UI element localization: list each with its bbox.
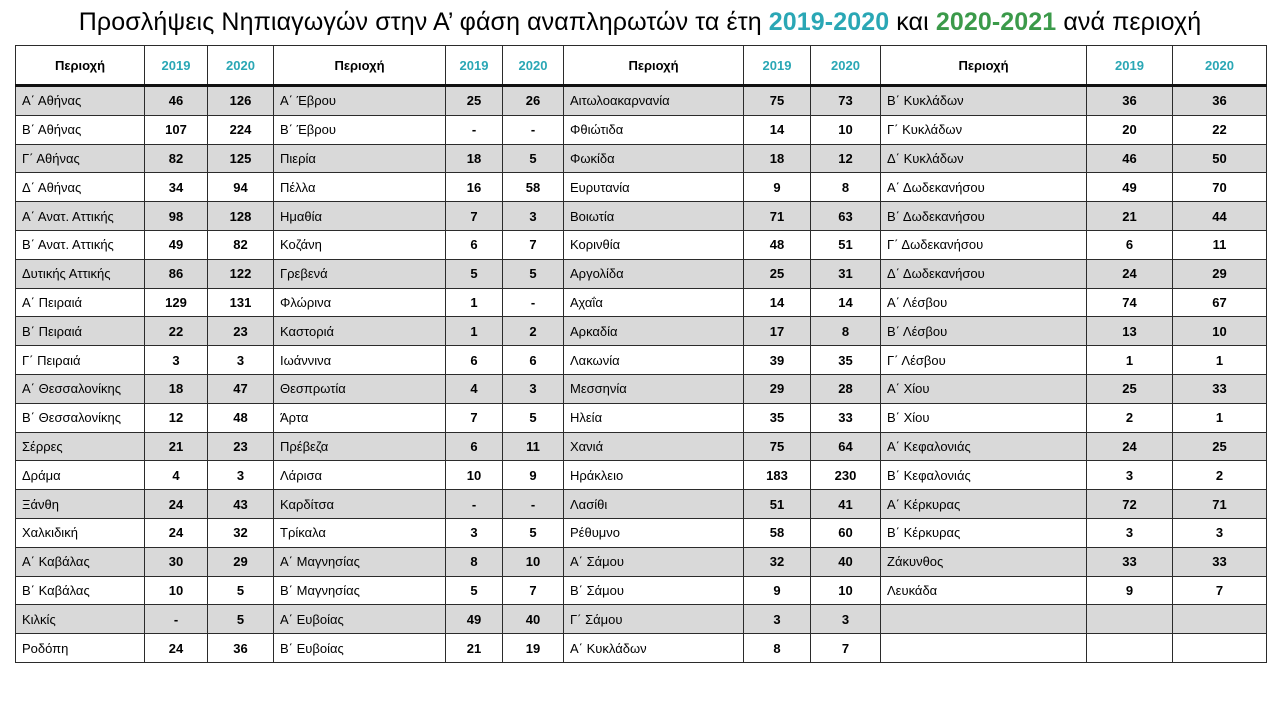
region-cell: Φθιώτιδα [564,115,744,144]
table-row [16,173,1267,202]
region-cell: Δ΄ Δωδεκανήσου [881,259,1087,288]
value-2020-cell: 128 [208,202,274,231]
value-2019-cell: 6 [446,346,503,375]
table-row [16,432,1267,461]
value-2020-cell: 64 [811,432,881,461]
region-cell: Β΄ Καβάλας [16,576,145,605]
value-2019-cell: 6 [1087,230,1173,259]
region-cell: Β΄ Κέρκυρας [881,518,1087,547]
region-header: Περιοχή [16,46,145,86]
value-2019-cell: 25 [744,259,811,288]
value-2019-cell: 17 [744,317,811,346]
value-2019-cell: 129 [145,288,208,317]
value-2019-cell: 183 [744,461,811,490]
value-2020-cell: 5 [208,605,274,634]
value-2019-cell: 24 [1087,259,1173,288]
region-header: Περιοχή [564,46,744,86]
value-2019-cell: 13 [1087,317,1173,346]
table-row [16,403,1267,432]
table-row [16,634,1267,663]
region-cell: Α΄ Πειραιά [16,288,145,317]
value-2019-cell: 25 [1087,374,1173,403]
region-cell: Δράμα [16,461,145,490]
region-cell: Ρέθυμνο [564,518,744,547]
value-2020-cell [1173,605,1267,634]
region-cell: Α΄ Λέσβου [881,288,1087,317]
value-2020-cell: 131 [208,288,274,317]
value-2019-cell: 30 [145,547,208,576]
value-2019-cell: 49 [446,605,503,634]
value-2020-cell: - [503,288,564,317]
region-cell: Β΄ Κεφαλονιάς [881,461,1087,490]
value-2020-cell: 26 [503,86,564,116]
value-2019-cell: 12 [145,403,208,432]
region-cell: Α΄ Ανατ. Αττικής [16,202,145,231]
region-cell: Ροδόπη [16,634,145,663]
value-2019-cell: 21 [145,432,208,461]
region-header: Περιοχή [274,46,446,86]
value-2019-cell: 4 [446,374,503,403]
value-2019-cell: 3 [145,346,208,375]
region-cell: Μεσσηνία [564,374,744,403]
value-2019-cell: 18 [744,144,811,173]
region-cell: Β΄ Πειραιά [16,317,145,346]
value-2019-cell: 18 [145,374,208,403]
region-cell: Ζάκυνθος [881,547,1087,576]
value-2020-cell: 43 [208,490,274,519]
value-2019-cell: 32 [744,547,811,576]
table-row [16,115,1267,144]
value-2020-cell: 230 [811,461,881,490]
value-2020-cell: 47 [208,374,274,403]
region-cell: Κοζάνη [274,230,446,259]
value-2020-cell: 67 [1173,288,1267,317]
value-2019-cell: 7 [446,403,503,432]
value-2020-cell: 35 [811,346,881,375]
value-2020-cell: 25 [1173,432,1267,461]
region-cell: Αργολίδα [564,259,744,288]
region-cell: Χανιά [564,432,744,461]
region-cell: Α΄ Κυκλάδων [564,634,744,663]
value-2019-cell: 9 [744,173,811,202]
title-suffix: ανά περιοχή [1056,8,1202,36]
value-2019-cell: 6 [446,230,503,259]
value-2020-cell: 3 [208,346,274,375]
region-cell: Β΄ Λέσβου [881,317,1087,346]
region-cell: Α΄ Αθήνας [16,86,145,116]
value-2020-cell: 41 [811,490,881,519]
value-2020-cell: 7 [1173,576,1267,605]
value-2019-cell: 49 [1087,173,1173,202]
year-2020-header: 2020 [503,46,564,86]
year-2020-header: 2020 [1173,46,1267,86]
value-2020-cell: 40 [811,547,881,576]
value-2020-cell: 12 [811,144,881,173]
table-row [16,86,1267,116]
region-cell: Γ΄ Λέσβου [881,346,1087,375]
year-2019-header: 2019 [744,46,811,86]
region-cell: Χαλκιδική [16,518,145,547]
region-cell: Δ΄ Αθήνας [16,173,145,202]
value-2020-cell: 22 [1173,115,1267,144]
region-cell: Α΄ Μαγνησίας [274,547,446,576]
value-2020-cell: 11 [1173,230,1267,259]
value-2019-cell: 21 [446,634,503,663]
title-year-2020-2021: 2020-2021 [935,8,1057,36]
region-cell: Καρδίτσα [274,490,446,519]
value-2020-cell: 3 [1173,518,1267,547]
value-2020-cell: 5 [503,403,564,432]
region-cell: Αχαΐα [564,288,744,317]
region-cell: Β΄ Ευβοίας [274,634,446,663]
table-row [16,259,1267,288]
region-cell [881,634,1087,663]
value-2020-cell: 224 [208,115,274,144]
region-cell: Β΄ Σάμου [564,576,744,605]
region-cell: Βοιωτία [564,202,744,231]
value-2019-cell: 46 [1087,144,1173,173]
value-2020-cell: 51 [811,230,881,259]
region-cell: Ηράκλειο [564,461,744,490]
value-2020-cell: - [503,490,564,519]
value-2020-cell [1173,634,1267,663]
value-2020-cell: 8 [811,173,881,202]
value-2019-cell: 22 [145,317,208,346]
value-2020-cell: 5 [208,576,274,605]
title-year-2019-2020: 2019-2020 [768,8,890,36]
region-cell: Β΄ Θεσσαλονίκης [16,403,145,432]
value-2019-cell: 3 [1087,518,1173,547]
value-2019-cell: 1 [446,317,503,346]
region-cell: Γρεβενά [274,259,446,288]
value-2020-cell: 14 [811,288,881,317]
region-cell: Λασίθι [564,490,744,519]
value-2020-cell: 23 [208,432,274,461]
table-row [16,605,1267,634]
value-2020-cell: 73 [811,86,881,116]
region-cell: Φωκίδα [564,144,744,173]
table-row [16,230,1267,259]
value-2019-cell: 72 [1087,490,1173,519]
table-row [16,374,1267,403]
value-2019-cell: 3 [744,605,811,634]
region-cell: Καστοριά [274,317,446,346]
region-cell: Β΄ Χίου [881,403,1087,432]
value-2019-cell: 5 [446,259,503,288]
region-cell: Αρκαδία [564,317,744,346]
value-2019-cell: 74 [1087,288,1173,317]
value-2019-cell: 4 [145,461,208,490]
value-2019-cell: 10 [446,461,503,490]
value-2019-cell: - [145,605,208,634]
region-cell: Β΄ Μαγνησίας [274,576,446,605]
region-cell: Α΄ Ευβοίας [274,605,446,634]
value-2020-cell: 71 [1173,490,1267,519]
value-2020-cell: 10 [811,115,881,144]
value-2019-cell: 75 [744,432,811,461]
region-cell: Άρτα [274,403,446,432]
year-2019-header: 2019 [446,46,503,86]
value-2020-cell: 3 [503,374,564,403]
value-2020-cell: 10 [811,576,881,605]
region-cell: Λευκάδα [881,576,1087,605]
value-2019-cell: 24 [145,634,208,663]
value-2019-cell: 86 [145,259,208,288]
value-2019-cell: 24 [1087,432,1173,461]
region-cell: Γ΄ Κυκλάδων [881,115,1087,144]
region-cell: Β΄ Αθήνας [16,115,145,144]
region-cell: Πιερία [274,144,446,173]
value-2019-cell: 34 [145,173,208,202]
value-2019-cell: 3 [1087,461,1173,490]
value-2019-cell: - [446,115,503,144]
value-2020-cell: 36 [1173,86,1267,116]
page-title [0,8,1280,37]
region-cell: Γ΄ Αθήνας [16,144,145,173]
region-cell: Α΄ Δωδεκανήσου [881,173,1087,202]
value-2019-cell: 16 [446,173,503,202]
value-2020-cell: 7 [503,230,564,259]
value-2020-cell: 8 [811,317,881,346]
value-2020-cell: 58 [503,173,564,202]
title-text: Προσλήψεις Νηπιαγωγών στην Α’ φάση αναπληρωτών τα έτη [78,8,769,36]
value-2020-cell: 44 [1173,202,1267,231]
value-2020-cell: 126 [208,86,274,116]
region-cell: Πέλλα [274,173,446,202]
table-row [16,461,1267,490]
value-2019-cell: 25 [446,86,503,116]
value-2020-cell: 60 [811,518,881,547]
value-2020-cell: 6 [503,346,564,375]
title-connector: και [889,8,936,36]
region-cell: Β΄ Ανατ. Αττικής [16,230,145,259]
value-2019-cell: 75 [744,86,811,116]
value-2020-cell: 3 [503,202,564,231]
value-2019-cell: 33 [1087,547,1173,576]
value-2020-cell: 48 [208,403,274,432]
value-2020-cell: 3 [811,605,881,634]
year-2019-header: 2019 [1087,46,1173,86]
value-2019-cell: 5 [446,576,503,605]
value-2020-cell: 31 [811,259,881,288]
table-row [16,518,1267,547]
value-2019-cell: 14 [744,115,811,144]
value-2019-cell: 21 [1087,202,1173,231]
value-2020-cell: 40 [503,605,564,634]
region-cell: Πρέβεζα [274,432,446,461]
region-cell: Α΄ Κέρκυρας [881,490,1087,519]
region-cell: Ηλεία [564,403,744,432]
value-2019-cell: 46 [145,86,208,116]
region-cell: Λάρισα [274,461,446,490]
value-2019-cell: 7 [446,202,503,231]
value-2020-cell: 5 [503,259,564,288]
value-2019-cell: 10 [145,576,208,605]
value-2020-cell: 33 [811,403,881,432]
value-2019-cell: 18 [446,144,503,173]
region-cell: Θεσπρωτία [274,374,446,403]
value-2019-cell: 9 [744,576,811,605]
value-2020-cell: 29 [208,547,274,576]
value-2020-cell: 9 [503,461,564,490]
value-2019-cell: 107 [145,115,208,144]
value-2020-cell: 7 [811,634,881,663]
region-cell: Γ΄ Σάμου [564,605,744,634]
value-2019-cell: 98 [145,202,208,231]
year-2019-header: 2019 [145,46,208,86]
value-2019-cell [1087,605,1173,634]
table-row [16,490,1267,519]
region-cell: Λακωνία [564,346,744,375]
region-cell: Γ΄ Πειραιά [16,346,145,375]
value-2019-cell: 24 [145,490,208,519]
region-cell: Γ΄ Δωδεκανήσου [881,230,1087,259]
region-cell: Α΄ Σάμου [564,547,744,576]
region-cell [881,605,1087,634]
value-2020-cell: 36 [208,634,274,663]
region-cell: Ιωάννινα [274,346,446,375]
value-2020-cell: 1 [1173,346,1267,375]
region-cell: Ημαθία [274,202,446,231]
year-2020-header: 2020 [811,46,881,86]
year-2020-header: 2020 [208,46,274,86]
value-2019-cell: 71 [744,202,811,231]
table-row [16,144,1267,173]
value-2019-cell: 8 [446,547,503,576]
value-2019-cell: 49 [145,230,208,259]
value-2019-cell: - [446,490,503,519]
table-row [16,547,1267,576]
table-row [16,202,1267,231]
table-row [16,317,1267,346]
value-2020-cell: 33 [1173,547,1267,576]
value-2019-cell: 9 [1087,576,1173,605]
value-2020-cell: - [503,115,564,144]
region-cell: Β΄ Κυκλάδων [881,86,1087,116]
table-row [16,346,1267,375]
value-2020-cell: 29 [1173,259,1267,288]
value-2020-cell: 7 [503,576,564,605]
value-2019-cell: 1 [1087,346,1173,375]
region-cell: Ευρυτανία [564,173,744,202]
table-body [16,86,1267,663]
value-2020-cell: 5 [503,518,564,547]
value-2020-cell: 94 [208,173,274,202]
header-row [16,46,1267,86]
value-2020-cell: 70 [1173,173,1267,202]
value-2019-cell: 20 [1087,115,1173,144]
value-2020-cell: 5 [503,144,564,173]
region-header: Περιοχή [881,46,1087,86]
value-2020-cell: 82 [208,230,274,259]
value-2019-cell: 8 [744,634,811,663]
region-cell: Κιλκίς [16,605,145,634]
value-2019-cell [1087,634,1173,663]
value-2019-cell: 35 [744,403,811,432]
region-cell: Αιτωλοακαρνανία [564,86,744,116]
hires-table [15,45,1267,663]
region-cell: Δ΄ Κυκλάδων [881,144,1087,173]
region-cell: Τρίκαλα [274,518,446,547]
value-2020-cell: 2 [1173,461,1267,490]
region-cell: Α΄ Καβάλας [16,547,145,576]
value-2020-cell: 1 [1173,403,1267,432]
region-cell: Α΄ Θεσσαλονίκης [16,374,145,403]
table-row [16,288,1267,317]
value-2019-cell: 29 [744,374,811,403]
value-2020-cell: 33 [1173,374,1267,403]
value-2019-cell: 24 [145,518,208,547]
value-2019-cell: 51 [744,490,811,519]
region-cell: Α΄ Έβρου [274,86,446,116]
value-2019-cell: 36 [1087,86,1173,116]
value-2020-cell: 32 [208,518,274,547]
region-cell: Α΄ Κεφαλονιάς [881,432,1087,461]
value-2019-cell: 6 [446,432,503,461]
value-2019-cell: 3 [446,518,503,547]
value-2019-cell: 1 [446,288,503,317]
value-2020-cell: 2 [503,317,564,346]
value-2020-cell: 125 [208,144,274,173]
value-2020-cell: 19 [503,634,564,663]
value-2020-cell: 50 [1173,144,1267,173]
value-2020-cell: 10 [503,547,564,576]
value-2019-cell: 48 [744,230,811,259]
value-2020-cell: 11 [503,432,564,461]
region-cell: Ξάνθη [16,490,145,519]
value-2020-cell: 10 [1173,317,1267,346]
region-cell: Β΄ Δωδεκανήσου [881,202,1087,231]
value-2020-cell: 3 [208,461,274,490]
value-2020-cell: 28 [811,374,881,403]
table-row [16,576,1267,605]
region-cell: Α΄ Χίου [881,374,1087,403]
value-2019-cell: 58 [744,518,811,547]
region-cell: Κορινθία [564,230,744,259]
value-2019-cell: 82 [145,144,208,173]
region-cell: Φλώρινα [274,288,446,317]
value-2020-cell: 63 [811,202,881,231]
region-cell: Δυτικής Αττικής [16,259,145,288]
value-2019-cell: 2 [1087,403,1173,432]
value-2019-cell: 14 [744,288,811,317]
value-2020-cell: 122 [208,259,274,288]
value-2020-cell: 23 [208,317,274,346]
region-cell: Σέρρες [16,432,145,461]
value-2019-cell: 39 [744,346,811,375]
region-cell: Β΄ Έβρου [274,115,446,144]
